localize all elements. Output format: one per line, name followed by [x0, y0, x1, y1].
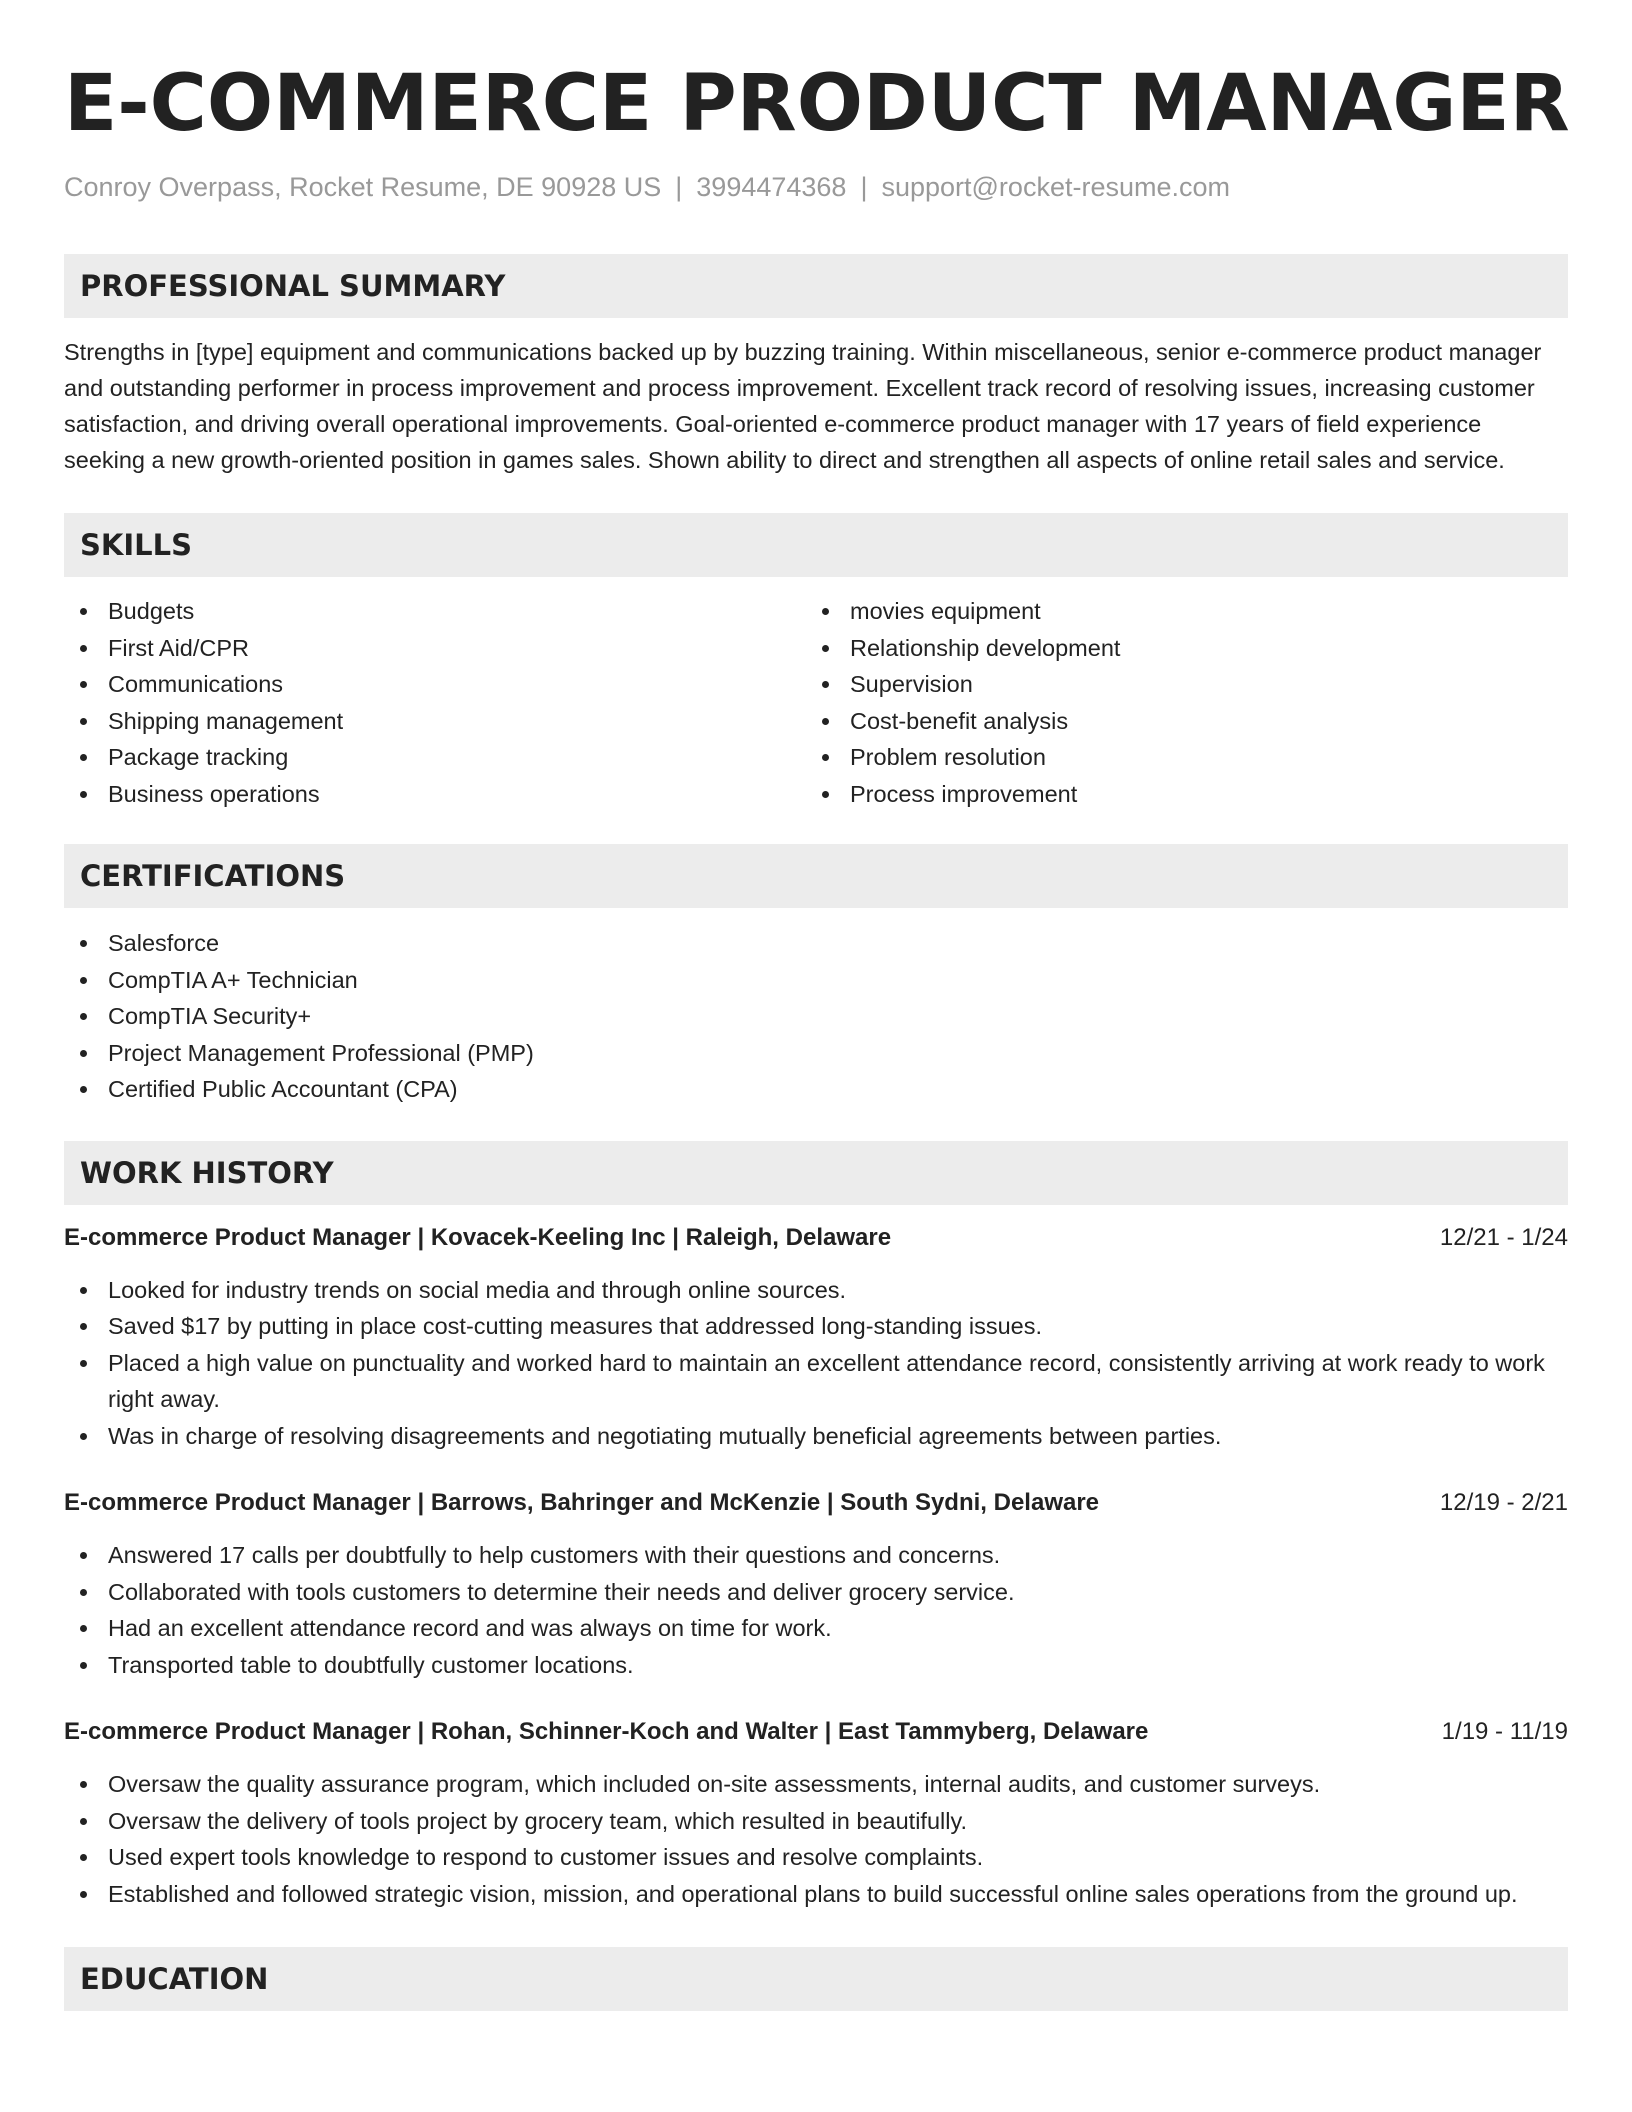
skill-item: Budgets — [64, 593, 806, 630]
job-bullets — [64, 1272, 1568, 1455]
skill-item: Business operations — [64, 776, 806, 813]
skill-item: Supervision — [806, 666, 1548, 703]
contact-line — [64, 170, 1568, 204]
job-heading — [64, 1220, 1568, 1256]
contact-separator: | — [675, 172, 683, 202]
job-bullet: Used expert tools knowledge to respond to customer issues and resolve complaints. — [64, 1839, 1568, 1876]
section-title: WORK HISTORY — [80, 1155, 334, 1190]
skill-item: Communications — [64, 666, 806, 703]
work-history-list — [64, 1220, 1568, 1913]
section-header-summary — [64, 254, 1568, 318]
skill-item: Cost-benefit analysis — [806, 703, 1548, 740]
summary-text: Strengths in [type] equipment and communications backed up by buzzing training. Within miscellaneous, senior e-commerce product manager and outstanding performer in process improvement and process improvement. Excellent track record of resolving issues, increasing customer satisfaction, and driving overall operational improvements. Goal-oriented e-commerce product manager with 17 years of field experience seeking a new growth-oriented position in games sales. Shown ability to direct and strengthen all aspects of online retail sales and service. — [64, 339, 1542, 473]
job-bullet: Answered 17 calls per doubtfully to help customers with their questions and concerns. — [64, 1537, 1568, 1574]
section-title: EDUCATION — [80, 1962, 269, 1996]
job-bullet: Saved $17 by putting in place cost-cutting measures that addressed long-standing issues. — [64, 1308, 1568, 1345]
certification-item: Project Management Professional (PMP) — [64, 1035, 1568, 1072]
section-title: CERTIFICATIONS — [80, 859, 346, 893]
section-header-skills — [64, 513, 1568, 577]
job-bullet: Oversaw the delivery of tools project by grocery team, which resulted in beautifully. — [64, 1803, 1568, 1840]
skill-item: Process improvement — [806, 776, 1548, 813]
skill-item: Problem resolution — [806, 739, 1548, 776]
certification-item: Salesforce — [64, 925, 1568, 962]
section-title: PROFESSIONAL SUMMARY — [80, 269, 506, 303]
contact-email: support@rocket-resume.com — [881, 172, 1230, 202]
job-heading — [64, 1485, 1568, 1521]
job-bullet: Placed a high value on punctuality and worked hard to maintain an excellent attendance record, consistently arriving at work ready to work right away. — [64, 1345, 1568, 1418]
resume-title: E-COMMERCE PRODUCT MANAGER — [64, 59, 1570, 149]
job-bullet: Was in charge of resolving disagreements and negotiating mutually beneficial agreements between parties. — [64, 1418, 1568, 1455]
job-title: E-commerce Product Manager | Rohan, Schinner-Koch and Walter | East Tammyberg, Delaware — [64, 1718, 1149, 1745]
contact-address: Conroy Overpass, Rocket Resume, DE 90928 US — [64, 172, 662, 202]
job-bullet: Looked for industry trends on social media and through online sources. — [64, 1272, 1568, 1309]
skill-item: Shipping management — [64, 703, 806, 740]
job-heading — [64, 1714, 1568, 1750]
job-bullet: Collaborated with tools customers to determine their needs and deliver grocery service. — [64, 1574, 1568, 1611]
contact-separator: | — [860, 172, 868, 202]
section-title: SKILLS — [80, 528, 192, 562]
job-title: E-commerce Product Manager | Barrows, Bahringer and McKenzie | South Sydni, Delaware — [64, 1489, 1100, 1516]
job-bullets — [64, 1537, 1568, 1683]
contact-phone: 3994474368 — [696, 172, 847, 202]
skills-list-right — [806, 593, 1548, 812]
section-header-education — [64, 1947, 1568, 2011]
job-entry — [64, 1485, 1568, 1683]
skill-item: First Aid/CPR — [64, 630, 806, 667]
skill-item: movies equipment — [806, 593, 1548, 630]
job-dates: 1/19 - 11/19 — [1441, 1718, 1568, 1745]
skills-columns — [64, 593, 1568, 812]
job-bullet: Established and followed strategic vision, mission, and operational plans to build successful online sales operations from the ground up. — [64, 1876, 1568, 1913]
job-entry — [64, 1220, 1568, 1455]
job-bullet: Oversaw the quality assurance program, which included on-site assessments, internal audits, and customer surveys. — [64, 1766, 1568, 1803]
skills-list-left — [64, 593, 806, 812]
section-header-certifications — [64, 844, 1568, 908]
job-title: E-commerce Product Manager | Kovacek-Keeling Inc | Raleigh, Delaware — [64, 1223, 892, 1251]
job-bullet: Transported table to doubtfully customer locations. — [64, 1647, 1568, 1684]
job-dates: 12/21 - 1/24 — [1439, 1223, 1568, 1251]
job-entry — [64, 1714, 1568, 1912]
job-bullet: Had an excellent attendance record and was always on time for work. — [64, 1610, 1568, 1647]
section-header-work-history — [64, 1141, 1568, 1205]
job-dates: 12/19 - 2/21 — [1439, 1489, 1568, 1516]
certification-item: CompTIA A+ Technician — [64, 962, 1568, 999]
resume-page — [64, 0, 1568, 2011]
certifications-list — [64, 925, 1568, 1108]
skill-item: Package tracking — [64, 739, 806, 776]
certification-item: Certified Public Accountant (CPA) — [64, 1071, 1568, 1108]
certification-item: CompTIA Security+ — [64, 998, 1568, 1035]
skill-item: Relationship development — [806, 630, 1548, 667]
job-bullets — [64, 1766, 1568, 1912]
